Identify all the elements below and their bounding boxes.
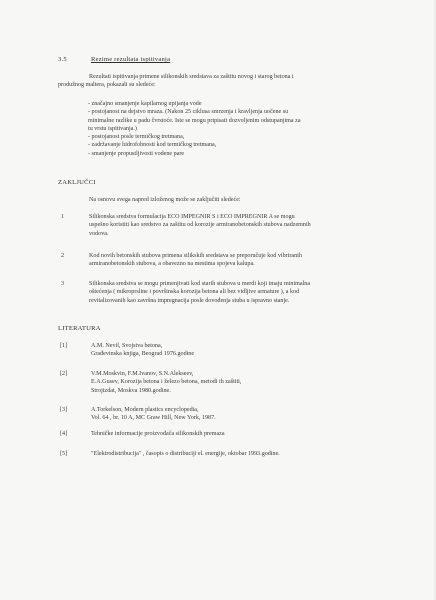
conclusions-heading: ZAKLJUČCI [58, 179, 96, 186]
conclusion-line: uspešno koristiti kao sredstvo za zaštitu od korozije armiranobetonskih stubova nadzemnih [89, 222, 311, 229]
reference-line: Tehničke informacije proizvođača silikonskih premaza [91, 431, 225, 437]
reference-number: [3] [60, 407, 68, 413]
conclusion-item [89, 252, 302, 269]
conclusion-item [89, 280, 310, 305]
reference-line: A.Torkelson, Modern plastics encyclopedia, [91, 407, 199, 413]
list-item: - zadržavanje hidrofobnosti kod termičkog tretmana, [88, 142, 217, 149]
list-item: - značajno smanjenje kapilarnog upijanja vode [88, 101, 202, 107]
conclusion-number: 2 [61, 253, 65, 259]
reference-line: E.A.Gusev, Korozija betona i železo betona, metodi ih zaštiti, [91, 379, 242, 386]
list-item: - smanjenje propustljivosti vodene pare [88, 150, 185, 157]
intro-line: produžnog maltera, pokazali su sledeće: [58, 82, 156, 89]
reference-number: [4] [60, 431, 68, 437]
reference-item [91, 370, 241, 395]
reference-number: [2] [60, 371, 68, 377]
conclusion-line: armiranobetonskih stubova, a obavezno na mestima spojeva kalupa. [89, 261, 255, 268]
results-list [88, 100, 301, 158]
reference-line: Građevinska knjiga, Beograd 1976.godine [91, 351, 195, 358]
list-item: - postojanost na dejstvo mraza. (Nakon 25 ciklusa smrzenja i kravljenja uočene su [88, 109, 289, 116]
list-item-continuation: tu vrstu ispitivanja.) [88, 125, 137, 132]
reference-line: V.M.Moskvin, F.M.Ivanov, S.N.Alekseev, [91, 371, 194, 377]
conclusion-line: vodova. [89, 230, 109, 237]
reference-item [91, 450, 280, 458]
list-item-continuation: minimalne razlike u padu čvrstoće. Iste se mogu pripisati dozvoljenim odstupanjima za [88, 117, 301, 124]
reference-line: Vol. 64 , br. 10 A, MC Graw Hill, New York, 1987. [91, 415, 216, 422]
section-title: Rezime rezultata ispitivanja [91, 56, 171, 63]
conclusion-line: oštećenja ( mikroprsline i površinska korozija betona ali bez vidljive armature ), a kod [89, 289, 300, 296]
reference-line: "Elektrodistribucija" , časopis o distribuciji el. energije, oktobar 1993.godine. [91, 451, 280, 457]
conclusion-number: 1 [61, 214, 65, 220]
conclusion-line: Silikonska sredstva formulacija ECO IMPEGNIR S i ECO IMPREGNIR A se mogu [89, 214, 295, 220]
reference-item [91, 430, 225, 438]
reference-line: Strojizdat, Moskva 1980.godine. [91, 387, 171, 394]
conclusion-line: Kod novih betonskih stubova primena silikskih sredstava se preporučuje kod vibriranih [89, 253, 302, 259]
section-intro [58, 73, 294, 90]
section-number: 3.5 [58, 56, 67, 63]
list-item: - postojanost posle termičkog tretmana, [88, 134, 185, 141]
reference-number: [1] [60, 343, 68, 349]
conclusion-number: 3 [61, 281, 65, 287]
reference-item [91, 406, 216, 423]
conclusion-line: revitalizovanih kao završna impregnacija posle dovođenja stuba u ispravno stanje. [89, 297, 290, 304]
conclusion-line: Silikonska sredstva se mogu primenjivati kod starih stubova u merdi koji imaju minimalna [89, 281, 311, 287]
reference-line: A.M. Nevil, Svojstva betona, [91, 343, 163, 349]
literature-heading: LITERATURA [58, 325, 101, 332]
conclusion-item [89, 213, 311, 238]
reference-number: [5] [60, 451, 68, 457]
conclusions-intro: Na osnovu svega napred izloženog može se zaključiti sledeće: [89, 197, 241, 203]
reference-item [91, 342, 194, 359]
intro-line: Rezultati ispitivanja primene silikonskih sredstava za zaštitu novog i starog betona i [89, 74, 294, 80]
